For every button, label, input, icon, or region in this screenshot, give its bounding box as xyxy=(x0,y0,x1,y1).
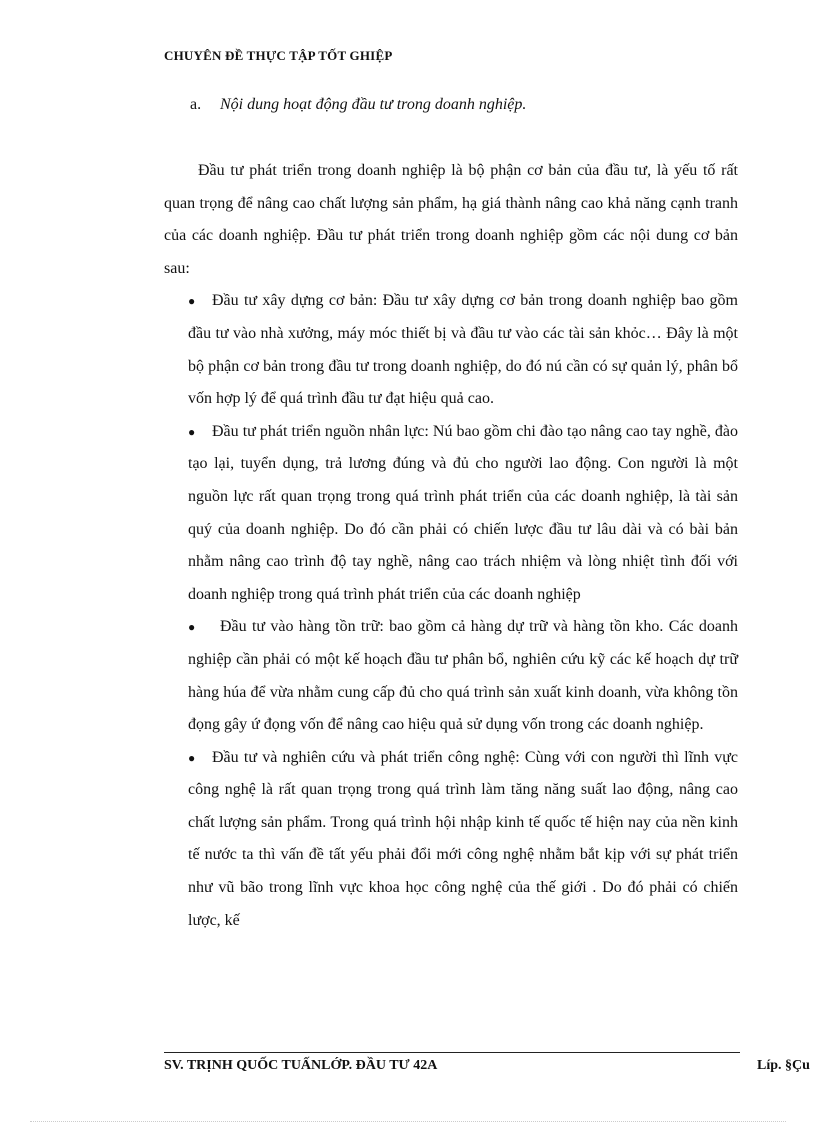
bullet-item-inventory xyxy=(164,611,738,741)
bullet-item-technology xyxy=(164,742,738,938)
page-bottom-border xyxy=(30,1121,786,1122)
section-title: Nội dung hoạt động đầu tư trong doanh nghiệp. xyxy=(220,96,527,113)
bullet-text: Đầu tư và nghiên cứu và phát triển công nghệ: Cùng với con người thì lĩnh vực công nghệ là rất quan trọng trong quá trình làm tăng năng suất lao động, nâng cao chất lượng sản phẩm. Trong quá trình hội nhập kinh tế quốc tế hiện nay của nền kinh tế nước ta thì vấn đề tất yếu phải đổi mới công nghệ nhằm bắt kịp với sự phát triển như vũ bão trong lĩnh vực khoa học công nghệ của thế giới . Do đó phải có chiến lược, kế xyxy=(188,748,738,929)
footer-class: Líp. §Çu xyxy=(757,1058,810,1073)
bullet-text: Đầu tư phát triển nguồn nhân lực: Nú bao gồm chi đào tạo nâng cao tay nghề, đào tạo lại, tuyển dụng, trả lương đúng và đủ cho người lao động. Con người là một nguồn lực rất quan trọng trong quá trình phát triển của các doanh nghiệp, là tài sản quý của doanh nghiệp. Do đó cần phải có chiến lược đầu tư lâu dài và có bài bản nhằm nâng cao trình độ tay nghề, nâng cao trách nhiệm và lòng nhiệt tình đối với doanh nghiệp trong quá trình phát triển của các doanh nghiệp xyxy=(188,422,738,603)
bullet-item-construction xyxy=(164,285,738,415)
section-marker: a. xyxy=(190,96,202,113)
bullet-text: Đầu tư vào hàng tồn trữ: bao gồm cả hàng dự trữ và hàng tồn kho. Các doanh nghiệp cần phải có một kế hoạch đầu tư phân bổ, nghiên cứu kỹ các kế hoạch dự trữ hàng húa để vừa nhằm cung cấp đủ cho quá trình sản xuất kinh doanh, vừa không tồn đọng gây ứ đọng vốn để nâng cao hiệu quả sử dụng vốn trong các doanh nghiệp. xyxy=(188,618,738,734)
bullet-icon: ● xyxy=(188,294,196,309)
footer-divider xyxy=(164,1052,740,1053)
bullet-icon: ● xyxy=(188,424,196,439)
section-heading xyxy=(190,96,526,114)
footer-author: SV. TRỊNH QUỐC TUẤNLỚP. ĐẦU TƯ 42A xyxy=(164,1058,438,1073)
intro-paragraph: Đầu tư phát triển trong doanh nghiệp là bộ phận cơ bản của đầu tư, là yếu tố rất quan trọng để nâng cao chất lượng sản phẩm, hạ giá thành nâng cao khả năng cạnh tranh của các doanh nghiệp. Đầu tư phát triển trong doanh nghiệp gồm các nội dung cơ bản sau: xyxy=(164,162,738,277)
bullet-icon: ● xyxy=(188,620,196,635)
document-body xyxy=(164,155,738,937)
page-header-title: CHUYÊN ĐỀ THỰC TẬP TỐT GHIỆP xyxy=(164,48,393,63)
bullet-list xyxy=(164,285,738,937)
bullet-icon: ● xyxy=(188,750,196,765)
bullet-text: Đầu tư xây dựng cơ bản: Đầu tư xây dựng cơ bản trong doanh nghiệp bao gồm đầu tư vào nhà xưởng, máy móc thiết bị và đầu tư vào các tài sản khỏc… Đây là một bộ phận cơ bản trong đầu tư trong doanh nghiệp, do đó nú cần có sự quản lý, phân bổ vốn hợp lý để quá trình đầu tư đạt hiệu quả cao. xyxy=(188,292,738,408)
bullet-item-human-resources xyxy=(164,416,738,612)
